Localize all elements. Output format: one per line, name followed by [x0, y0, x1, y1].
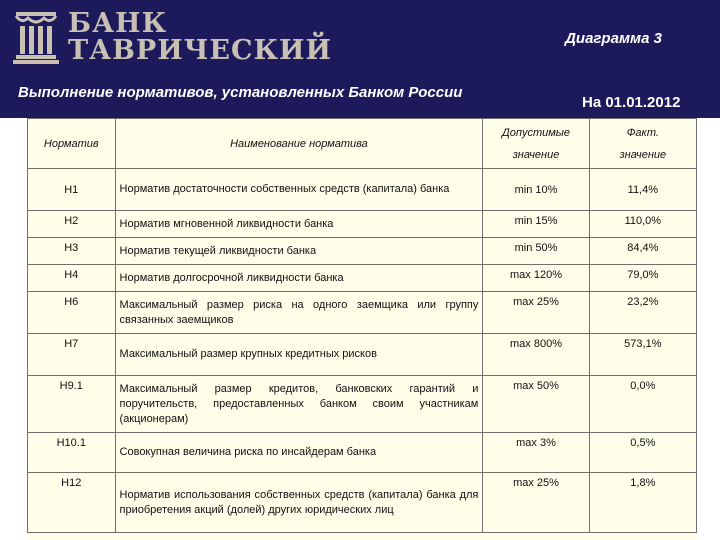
column-header-allowed-line2: значение	[512, 148, 560, 161]
bank-building-icon	[10, 8, 62, 66]
cell-name: Максимальный размер риска на одного заемщика или группу связанных заемщиков	[115, 292, 483, 334]
cell-code: Н12	[28, 473, 116, 533]
ratios-table	[27, 118, 697, 533]
table-row	[28, 265, 697, 292]
column-header-actual-line1: Факт.	[626, 126, 659, 139]
cell-actual: 11,4%	[589, 169, 696, 211]
cell-allowed: max 3%	[483, 433, 589, 473]
cell-code: Н7	[28, 334, 116, 376]
diagram-label: Диаграмма 3	[565, 30, 662, 47]
cell-name: Норматив долгосрочной ликвидности банка	[115, 265, 483, 292]
cell-code: Н1	[28, 169, 116, 211]
cell-allowed: max 25%	[483, 473, 589, 533]
cell-code: Н2	[28, 211, 116, 238]
table-row	[28, 169, 697, 211]
column-header-name: Наименование норматива	[115, 119, 483, 169]
column-header-actual-line2: значение	[619, 148, 667, 161]
column-header-code: Норматив	[28, 119, 116, 169]
cell-code: Н9.1	[28, 376, 116, 433]
logo-text-tavrichesky: ТАВРИЧЕСКИЙ	[68, 35, 333, 66]
table-row	[28, 292, 697, 334]
cell-actual: 573,1%	[589, 334, 696, 376]
cell-actual: 79,0%	[589, 265, 696, 292]
table-row	[28, 473, 697, 533]
cell-actual: 1,8%	[589, 473, 696, 533]
cell-allowed: min 50%	[483, 238, 589, 265]
cell-code: Н4	[28, 265, 116, 292]
cell-name: Совокупная величина риска по инсайдерам банка	[115, 433, 483, 473]
cell-name: Норматив достаточности собственных средств (капитала) банка	[115, 169, 483, 211]
page-title: Выполнение нормативов, установленных Банком России	[18, 84, 463, 101]
cell-allowed: max 800%	[483, 334, 589, 376]
as-of-date: На 01.01.2012	[582, 94, 681, 111]
ratios-table-container	[27, 118, 697, 540]
table-row	[28, 433, 697, 473]
cell-code: Н3	[28, 238, 116, 265]
cell-allowed: min 10%	[483, 169, 589, 211]
cell-actual: 0,5%	[589, 433, 696, 473]
cell-name: Норматив использования собственных средств (капитала) банка для приобретения акций (долей) других юридических лиц	[115, 473, 483, 533]
table-row	[28, 334, 697, 376]
cell-actual: 23,2%	[589, 292, 696, 334]
table-row	[28, 376, 697, 433]
cell-name: Максимальный размер кредитов, банковских гарантий и поручительств, предоставленных банком своим участникам (акционерам)	[115, 376, 483, 433]
column-header-actual	[589, 119, 696, 169]
cell-allowed: max 25%	[483, 292, 589, 334]
header-banner	[0, 0, 720, 118]
table-header-row	[28, 119, 697, 169]
cell-allowed: max 120%	[483, 265, 589, 292]
column-header-allowed-line1: Допустимые	[502, 126, 570, 139]
cell-actual: 0,0%	[589, 376, 696, 433]
cell-allowed: min 15%	[483, 211, 589, 238]
cell-actual: 110,0%	[589, 211, 696, 238]
table-row	[28, 238, 697, 265]
table-row	[28, 211, 697, 238]
cell-name: Норматив текущей ликвидности банка	[115, 238, 483, 265]
logo-text-bank: БАНК	[68, 8, 168, 39]
cell-actual: 84,4%	[589, 238, 696, 265]
cell-allowed: max 50%	[483, 376, 589, 433]
column-header-allowed	[483, 119, 589, 169]
cell-name: Максимальный размер крупных кредитных рисков	[115, 334, 483, 376]
cell-code: Н10.1	[28, 433, 116, 473]
cell-name: Норматив мгновенной ликвидности банка	[115, 211, 483, 238]
cell-code: Н6	[28, 292, 116, 334]
